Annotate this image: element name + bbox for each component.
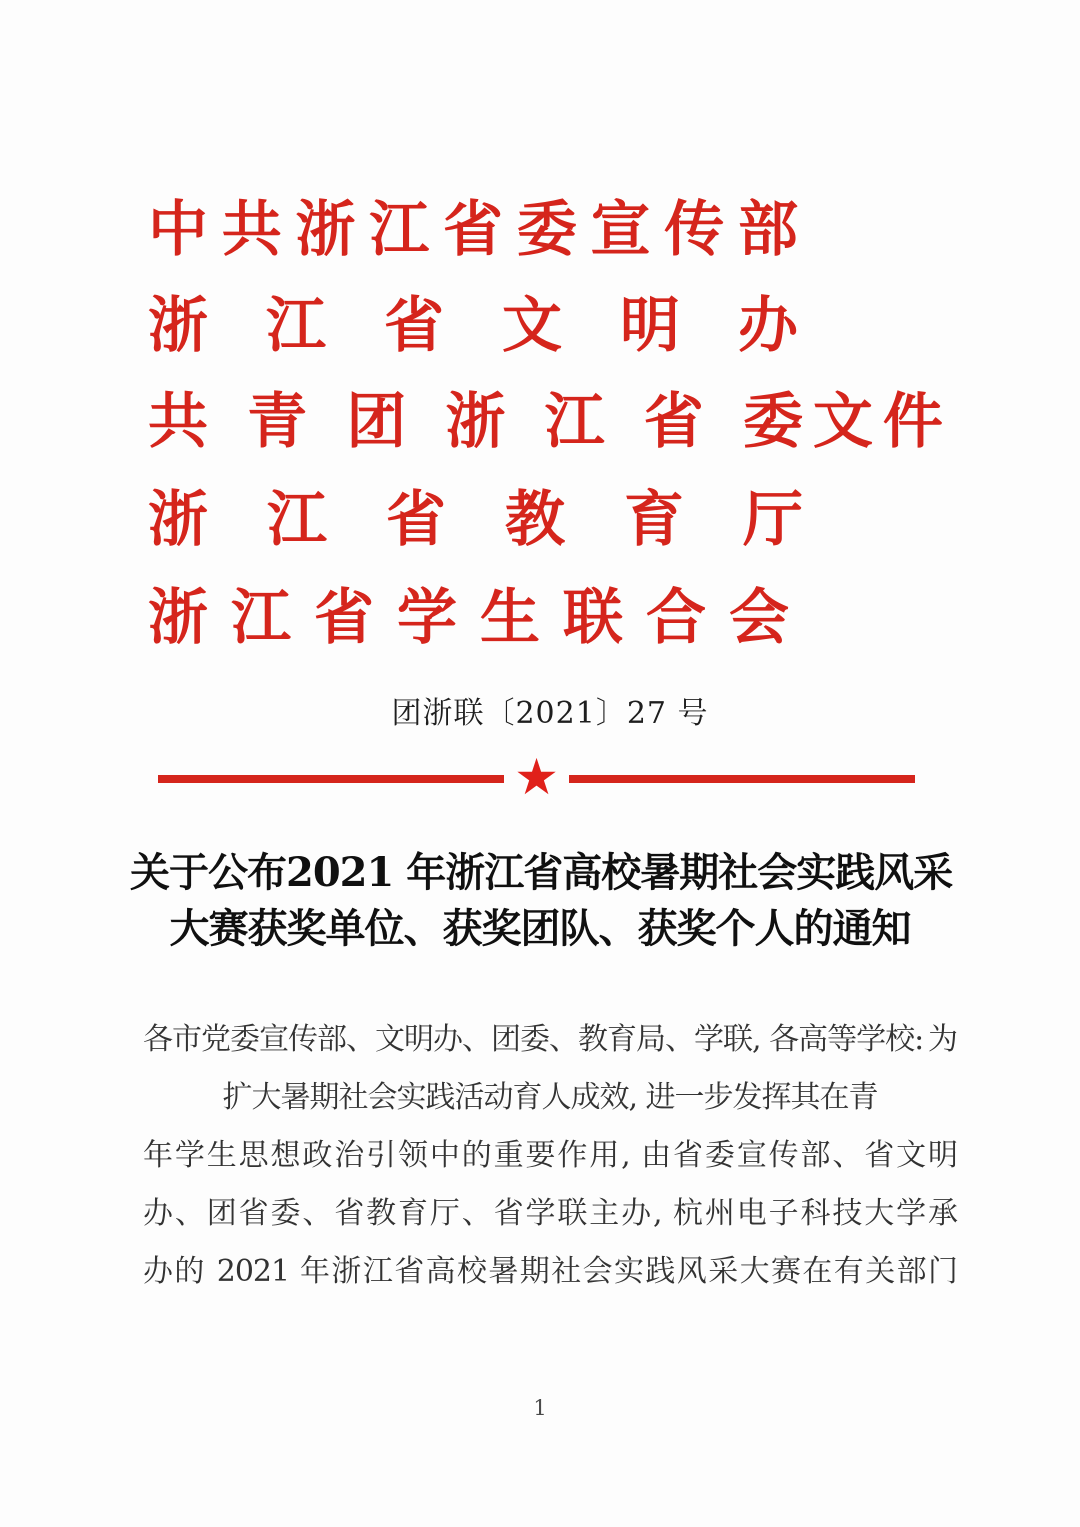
header-char: 宣	[590, 195, 651, 265]
header-char: 团	[346, 387, 407, 457]
divider-line-right	[569, 775, 915, 783]
header-char: 青	[247, 387, 308, 457]
header-char: 委文件	[742, 387, 953, 457]
header-char: 江	[544, 387, 605, 457]
header-char: 合	[646, 583, 706, 653]
header-char: 省	[443, 195, 503, 265]
header-char: 生	[480, 583, 540, 653]
header-line-4	[148, 485, 803, 555]
header-char: 江	[231, 583, 291, 653]
doc-number: 团浙联〔2021〕27 号	[391, 696, 709, 731]
star-icon: ★	[514, 748, 559, 806]
header-char: 省	[386, 485, 446, 555]
divider-line-left	[158, 775, 504, 783]
body-line-1-tail: 为	[928, 1022, 957, 1057]
body-line-2: 扩大暑期社会实践活动育人成效, 进一步发挥其在青	[222, 1080, 878, 1115]
body-line-4: 办、团省委、省教育厅、省学联主办, 杭州电子科技大学承	[143, 1196, 957, 1231]
body-line-3: 年学生思想政治引领中的重要作用, 由省委宣传部、省文明	[143, 1138, 957, 1173]
header-char: 江	[267, 485, 327, 555]
header-char: 浙	[148, 291, 208, 361]
header-char: 浙	[148, 583, 208, 653]
header-char: 江	[266, 291, 326, 361]
header-char: 共	[221, 195, 282, 265]
page-number: 1	[533, 1396, 547, 1420]
header-char: 浙	[295, 195, 356, 265]
header-char: 明	[620, 291, 680, 361]
header-char: 厅	[743, 485, 803, 555]
header-char: 共	[148, 387, 208, 457]
header-char: 传	[664, 195, 725, 265]
header-char: 文	[502, 291, 562, 361]
notice-title-line-2: 大赛获奖单位、获奖团队、获奖个人的通知	[169, 905, 911, 952]
header-char: 浙	[445, 387, 506, 457]
body-line-5: 办的 2021 年浙江省高校暑期社会实践风采大赛在有关部门	[143, 1254, 957, 1289]
header-char: 浙	[148, 485, 208, 555]
header-char: 会	[729, 583, 789, 653]
header-char: 部	[738, 195, 798, 265]
header-char: 联	[563, 583, 623, 653]
header-char: 办	[738, 291, 798, 361]
header-char: 省	[643, 387, 704, 457]
body-line-1-salutation: 各市党委宣传部、文明办、团委、教育局、学联, 各高等学校:	[143, 1022, 924, 1057]
header-char: 委	[516, 195, 577, 265]
header-line-5	[148, 583, 789, 653]
header-line-1	[148, 195, 798, 265]
divider	[158, 748, 915, 806]
header-char: 教	[505, 485, 565, 555]
header-char: 省	[314, 583, 374, 653]
notice-title-line-1: 关于公布2021 年浙江省高校暑期社会实践风采	[130, 849, 953, 896]
header-line-2	[148, 291, 798, 361]
body-line-1	[143, 1022, 957, 1057]
header-char: 学	[397, 583, 457, 653]
header-char: 省	[384, 291, 444, 361]
header-char: 中	[148, 195, 208, 265]
header-char: 育	[624, 485, 684, 555]
header-line-3	[148, 387, 953, 457]
header-char: 江	[369, 195, 430, 265]
